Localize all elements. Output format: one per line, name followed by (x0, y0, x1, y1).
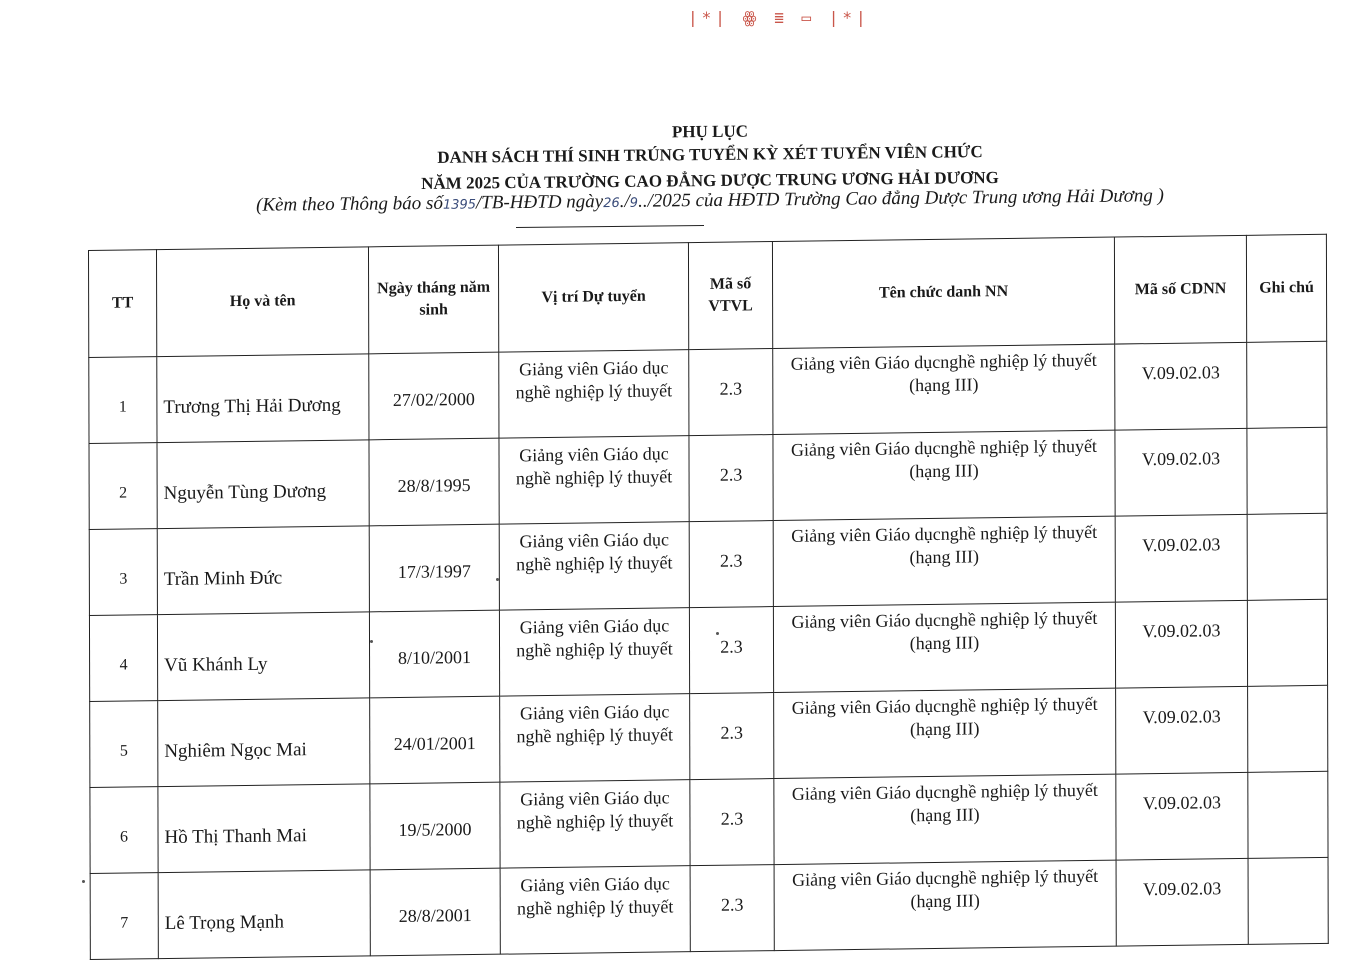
table-row (89, 341, 1327, 443)
cell-vtvl: 2.3 (689, 435, 773, 522)
cell-name: Trương Thị Hải Dương (157, 354, 369, 443)
document-title: PHỤ LỤC (671, 121, 749, 142)
cell-title: Giảng viên Giáo dụcnghề nghiệp lý thuyết (hạng III) (773, 516, 1115, 606)
header-tt: TT (89, 250, 157, 358)
cell-dob: 24/01/2001 (370, 696, 500, 784)
cell-dob: 8/10/2001 (369, 610, 499, 698)
cell-tt: 6 (90, 787, 158, 874)
cell-vtvl: 2.3 (689, 521, 773, 608)
cell-name: Nghiêm Ngọc Mai (158, 698, 370, 787)
cell-tt: 3 (89, 529, 157, 616)
cell-cdnn: V.09.02.03 (1115, 428, 1247, 516)
cell-cdnn: V.09.02.03 (1115, 342, 1247, 430)
table-row (89, 427, 1327, 529)
subtitle-handwritten-month: 9 (629, 195, 639, 211)
cell-position: Giảng viên Giáo dục nghề nghiệp lý thuyết (500, 866, 690, 954)
candidate-table-wrapper (88, 234, 1328, 960)
cell-name: Vũ Khánh Ly (157, 612, 369, 701)
subtitle-prefix: (Kèm theo Thông báo số (255, 192, 443, 216)
header-title: Tên chức danh NN (772, 237, 1114, 348)
scan-speck (716, 632, 719, 635)
header-dob: Ngày tháng năm sinh (368, 245, 498, 354)
cell-title: Giảng viên Giáo dụcnghề nghiệp lý thuyết (hạng III) (773, 602, 1115, 692)
cell-vtvl: 2.3 (690, 693, 774, 780)
cell-note (1247, 341, 1327, 428)
cell-title: Giảng viên Giáo dụcnghề nghiệp lý thuyết (hạng III) (773, 430, 1115, 520)
cell-position: Giảng viên Giáo dục nghề nghiệp lý thuyết (499, 350, 689, 438)
header-position: Vị trí Dự tuyển (498, 243, 688, 352)
subtitle-underline (516, 225, 704, 228)
subtitle-mid: /TB-HĐTD ngày (475, 191, 604, 214)
candidate-table (88, 234, 1329, 960)
cell-vtvl: 2.3 (690, 865, 774, 952)
cell-note (1247, 427, 1327, 514)
cell-note (1248, 857, 1328, 944)
cell-title: Giảng viên Giáo dụcnghề nghiệp lý thuyết (hạng III) (774, 860, 1116, 950)
cell-note (1248, 685, 1328, 772)
cell-note (1247, 513, 1327, 600)
cell-note (1247, 599, 1327, 686)
subtitle-handwritten-number: 1395 (442, 197, 477, 213)
cell-cdnn: V.09.02.03 (1116, 772, 1248, 860)
header-cdnn: Mã số CDNN (1114, 235, 1246, 344)
cell-name: Trần Minh Đức (157, 526, 369, 615)
cell-position: Giảng viên Giáo dục nghề nghiệp lý thuyết (499, 608, 689, 696)
subtitle-suffix: ../2025 của HĐTD Trường Cao đẳng Dược Trung ương Hải Dương ) (637, 185, 1165, 212)
cell-dob: 28/8/2001 (370, 868, 500, 956)
cell-title: Giảng viên Giáo dụcnghề nghiệp lý thuyết (hạng III) (774, 688, 1116, 778)
cell-position: Giảng viên Giáo dục nghề nghiệp lý thuyết (499, 522, 689, 610)
cell-cdnn: V.09.02.03 (1115, 600, 1247, 688)
cell-vtvl: 2.3 (690, 779, 774, 866)
table-row (89, 599, 1327, 701)
document-heading-line-3: NĂM 2025 CỦA TRƯỜNG CAO ĐẲNG DƯỢC TRUNG ƯƠNG HẢI DƯƠNG (421, 167, 999, 194)
cell-name: Hồ Thị Thanh Mai (158, 784, 370, 873)
cell-cdnn: V.09.02.03 (1116, 858, 1248, 946)
cell-dob: 27/02/2000 (369, 352, 499, 440)
cell-cdnn: V.09.02.03 (1116, 686, 1248, 774)
header-note: Ghi chú (1246, 234, 1326, 342)
cell-tt: 7 (90, 873, 158, 960)
page-stamp-marks: |*| ꙮ ≣ ▭ |*| (688, 8, 870, 27)
cell-tt: 1 (89, 357, 157, 444)
cell-dob: 28/8/1995 (369, 438, 499, 526)
cell-note (1248, 771, 1328, 858)
cell-dob: 19/5/2000 (370, 782, 500, 870)
table-row (90, 771, 1328, 873)
document-heading-line-2: DANH SÁCH THÍ SINH TRÚNG TUYỂN KỲ XÉT TUYỂN VIÊN CHỨC (437, 142, 983, 167)
cell-tt: 2 (89, 443, 157, 530)
cell-tt: 5 (90, 701, 158, 788)
scan-speck (82, 880, 85, 883)
cell-tt: 4 (89, 615, 157, 702)
cell-title: Giảng viên Giáo dụcnghề nghiệp lý thuyết (hạng III) (773, 344, 1115, 434)
header-name: Họ và tên (156, 247, 368, 357)
table-row (89, 513, 1327, 615)
cell-vtvl: 2.3 (689, 349, 773, 436)
cell-cdnn: V.09.02.03 (1115, 514, 1247, 602)
subtitle-handwritten-day: 26 (603, 195, 620, 212)
table-row (90, 857, 1328, 959)
header-vtvl: Mã số VTVL (688, 242, 772, 350)
cell-vtvl: 2.3 (689, 607, 773, 694)
scan-speck (496, 578, 499, 581)
cell-position: Giảng viên Giáo dục nghề nghiệp lý thuyết (500, 780, 690, 868)
table-row (90, 685, 1328, 787)
cell-position: Giảng viên Giáo dục nghề nghiệp lý thuyết (500, 694, 690, 782)
cell-name: Lê Trọng Mạnh (158, 870, 370, 959)
scan-speck (370, 640, 373, 643)
cell-title: Giảng viên Giáo dụcnghề nghiệp lý thuyết (hạng III) (774, 774, 1116, 864)
table-header-row (89, 234, 1327, 357)
cell-dob: 17/3/1997 (369, 524, 499, 612)
subtitle-separator: ./ (619, 190, 630, 212)
cell-position: Giảng viên Giáo dục nghề nghiệp lý thuyết (499, 436, 689, 524)
cell-name: Nguyễn Tùng Dương (157, 440, 369, 529)
